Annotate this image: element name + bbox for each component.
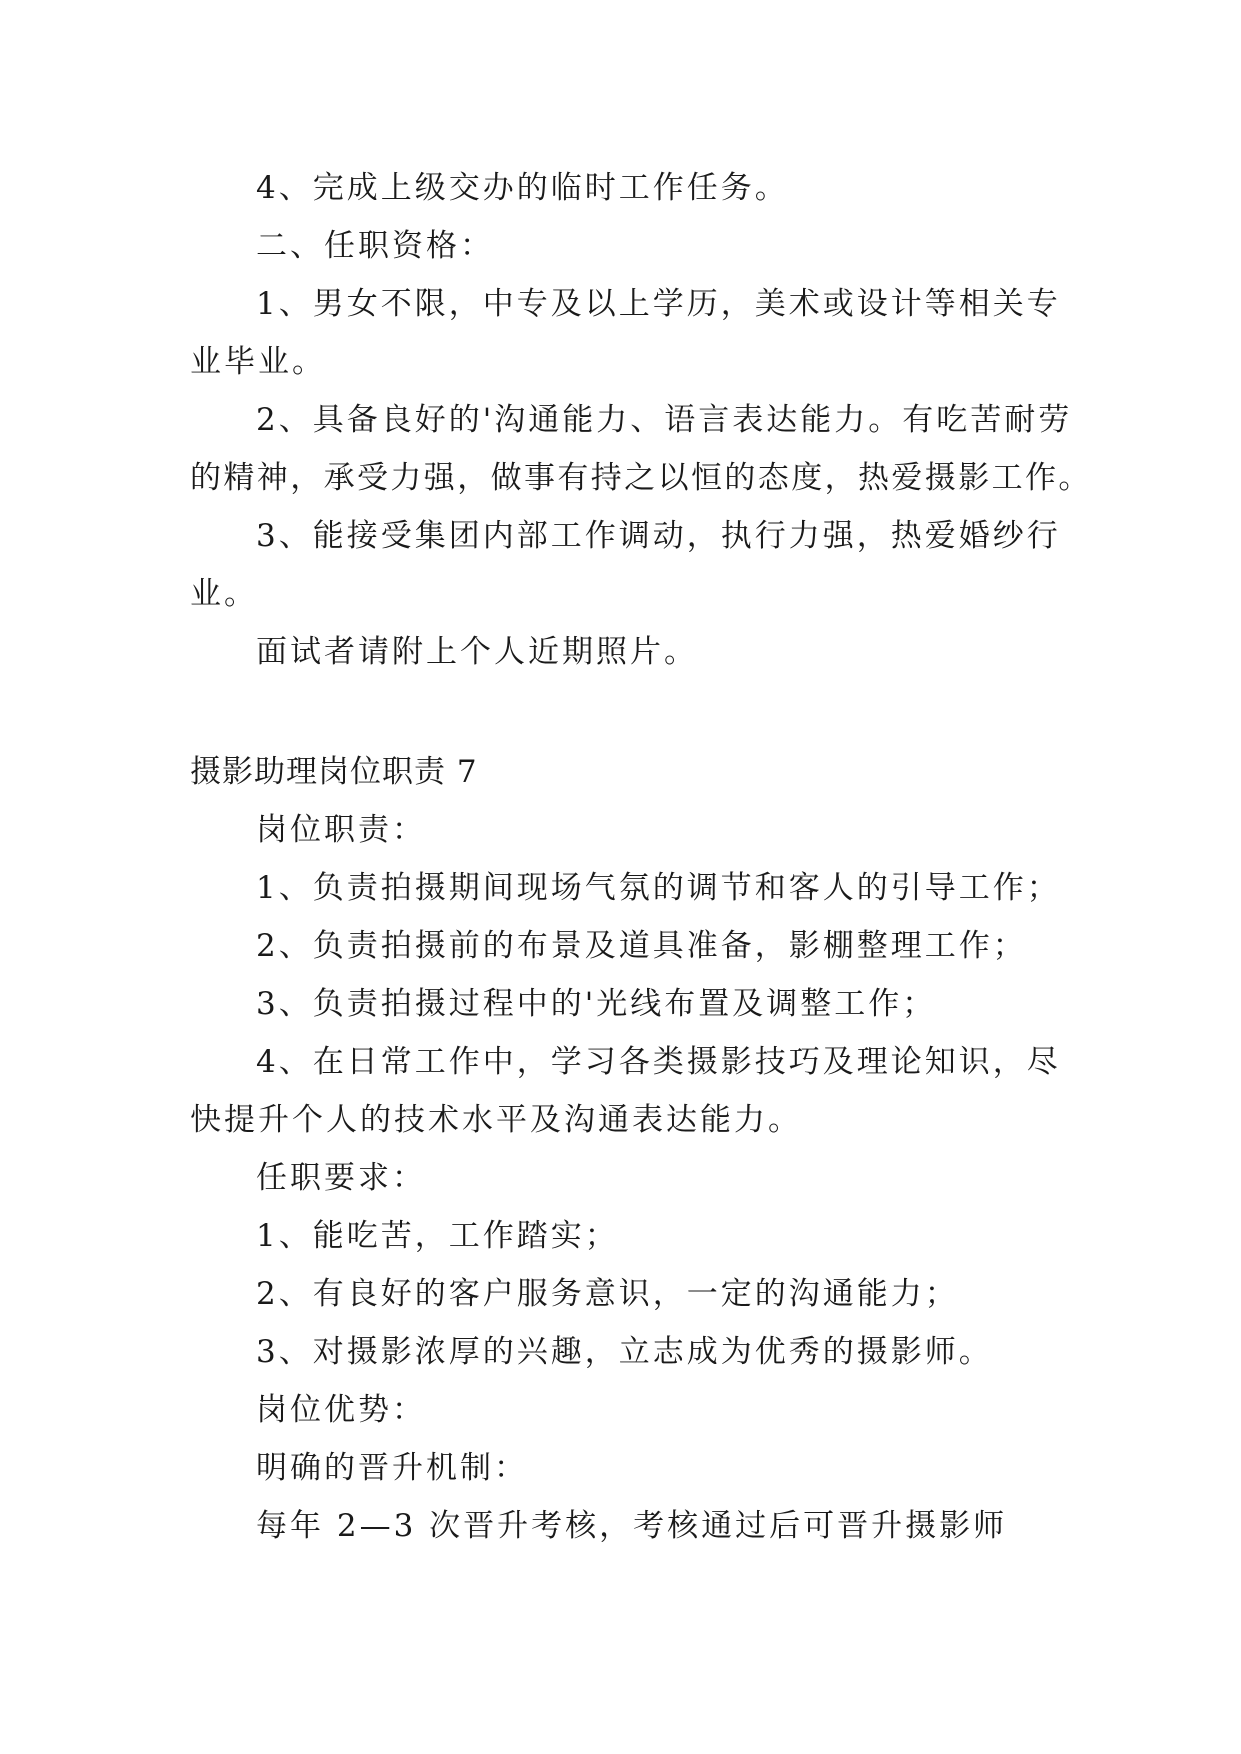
section-title: 摄影助理岗位职责 7 <box>190 754 478 790</box>
paragraph-line: 1、负责拍摄期间现场气氛的调节和客人的引导工作； <box>256 870 1061 906</box>
paragraph-line: 2、具备良好的'沟通能力、语言表达能力。有吃苦耐劳 <box>256 402 1073 438</box>
paragraph-line: 3、能接受集团内部工作调动，执行力强，热爱婚纱行 <box>256 518 1061 554</box>
paragraph-line: 快提升个人的技术水平及沟通表达能力。 <box>190 1102 802 1138</box>
paragraph-line: 1、能吃苦，工作踏实； <box>256 1218 619 1254</box>
paragraph-line: 明确的晋升机制： <box>256 1450 528 1486</box>
paragraph-line: 面试者请附上个人近期照片。 <box>256 634 698 670</box>
paragraph-line: 业。 <box>190 576 258 612</box>
paragraph-line: 4、完成上级交办的临时工作任务。 <box>256 170 789 206</box>
paragraph-line: 3、负责拍摄过程中的'光线布置及调整工作； <box>256 986 937 1022</box>
subsection-heading: 任职要求： <box>256 1160 426 1196</box>
paragraph-line: 4、在日常工作中，学习各类摄影技巧及理论知识，尽 <box>256 1044 1061 1080</box>
paragraph-line: 每年 2—3 次晋升考核，考核通过后可晋升摄影师 <box>256 1508 1008 1544</box>
paragraph-line: 2、有良好的客户服务意识，一定的沟通能力； <box>256 1276 959 1312</box>
paragraph-line: 2、负责拍摄前的布景及道具准备，影棚整理工作； <box>256 928 1027 964</box>
paragraph-line: 3、对摄影浓厚的兴趣，立志成为优秀的摄影师。 <box>256 1334 993 1370</box>
paragraph-line: 业毕业。 <box>190 344 326 380</box>
section-heading: 二、任职资格： <box>256 228 494 264</box>
subsection-heading: 岗位职责： <box>256 812 426 848</box>
subsection-heading: 岗位优势： <box>256 1392 426 1428</box>
paragraph-line: 的精神，承受力强，做事有持之以恒的态度，热爱摄影工作。 <box>190 460 1092 496</box>
paragraph-line: 1、男女不限，中专及以上学历，美术或设计等相关专 <box>256 286 1061 322</box>
